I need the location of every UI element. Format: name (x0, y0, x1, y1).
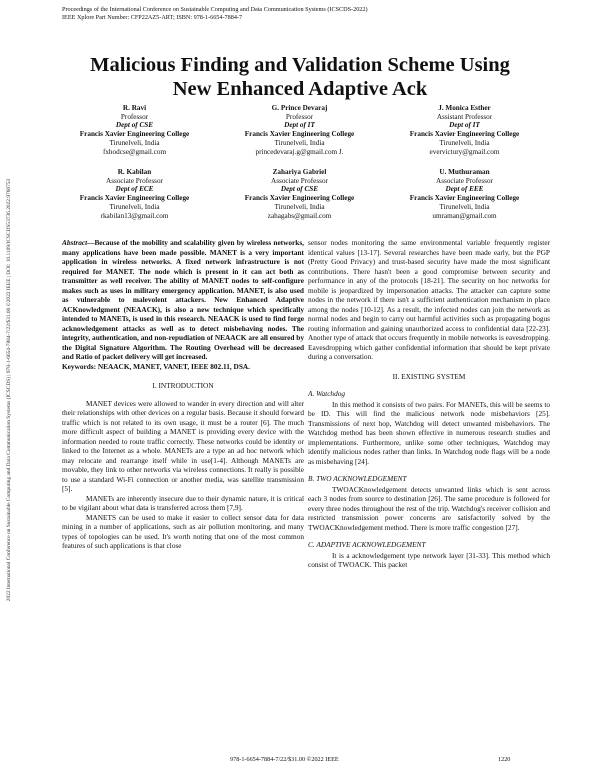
author-email: fxhodcse@gmail.com (102, 147, 167, 156)
author-block (372, 168, 557, 220)
intro-paragraph-3: MANETS can be used to make it easier to collect sensor data for data mining in a number of applications, such as air pollution monitoring, and many types of topologies can be used. It's worth noting that one of the most common features of such applications is that close (62, 512, 304, 550)
author-role: Assistant Professor (436, 112, 493, 121)
paper-title (40, 54, 560, 101)
proceedings-line-1: Proceedings of the International Conference on Sustainable Computing and Data Communication Systems (ICSCDS-2022) (62, 6, 368, 13)
abstract-label: Abstract (62, 238, 88, 247)
author-name: J. Monica Esther (438, 104, 491, 112)
author-block (42, 168, 227, 220)
author-city: Tirunelveli, India (439, 202, 490, 211)
author-city: Tirunelveli, India (109, 138, 160, 147)
author-role: Associate Professor (106, 176, 163, 185)
proceedings-header (62, 6, 368, 21)
author-city: Tirunelveli, India (109, 202, 160, 211)
subsection-heading-twoack: B. TWO ACKNOWLEDGEMENT (308, 474, 407, 483)
author-college: Francis Xavier Engineering College (244, 194, 355, 203)
author-email: umraman@gmail.com (432, 211, 497, 220)
title-line-2: New Enhanced Adaptive Ack (172, 77, 428, 100)
author-dept: Dept of ECE (115, 185, 154, 194)
author-role: Associate Professor (271, 176, 328, 185)
author-email: evervictury@gmail.com (429, 147, 500, 156)
author-email: princedevaraj.g@gmail.com J. (255, 147, 344, 156)
watchdog-paragraph: In this method it consists of two pairs. For MANETs, this will be seems to be ID. This will find the malicious network node misbehaviors [25]. Transmissions of next hop, Watchdog will detect unwanted misbehaviors. The Watchdog method has been shown effective in numerous research studies and implementations. Furthermore, unlike some other techniques, Watchdog may identify malicious nodes rather than links. In Watchdog node flags will be a node as misbehaving [24]. (308, 399, 550, 466)
abstract-text: —Because of the mobility and scalability given by wireless networks, many applications have been made possible. MANET is a very important application in wireless networks. A fixed network infrastructure is not required for MANET. The node which is present in it can act both as transmitter as well receiver. The ability of MANET nodes to self-configure makes such as uses in military emergency application. MANET, is also used as vulnerable to malevolent attackers. New Enhanced Adaptive ACKnowledgment (NEAACK), is also a new technique which specifically intended to MANETs, is used in this research. NEAACK is used to find forge acknowledgement attacks as well as to detect misbehaving nodes. The integrity, authentication, and non-repudiation of NEAACK are all ensured by the Digital Signature Algorithm. The Routing Overhead will be decreased and Ratio of packet delivery will get increased. (62, 238, 304, 361)
intro-paragraph-2: MANETs are inherently insecure due to their dynamic nature, it is critical to be vigilant about what data is transferred across them [7,9]. (62, 493, 304, 512)
author-city: Tirunelveli, India (274, 202, 325, 211)
doi-sidebar (4, 105, 14, 675)
author-name: G. Prince Devaraj (271, 104, 328, 112)
author-block (372, 104, 557, 156)
abstract (62, 238, 304, 362)
author-name: R. Ravi (122, 104, 147, 112)
doi-sidebar-text: 2022 International Conference on Sustainable Computing and Data Communication Systems (ICSCDS) | 978-1-6654-7884-7/22/$31.00 ©2022 IEEE | DOI: 10.1109/ICSCDS53736.2022.9760753 (6, 178, 12, 602)
section-heading-introduction: I. INTRODUCTION (152, 381, 214, 390)
author-city: Tirunelveli, India (439, 138, 490, 147)
col2-paragraph-1: sensor nodes monitoring the same environmental variable frequently register identical values [13-17]. Several researches have been made early, but the PGP (Pretty Good Privacy) and trust-based security have made the most significant contributions. There hasn't been a good compromise between security and performance in any of the protocols [18-21]. The security on hoc networks for mobile is jeopardized by impersonation attacks. The attacker can capture some nodes in the network if there isn't a sufficient authentication mechanism in place among the nodes [10-12]. As a result, the infected nodes can join the network as normal nodes and begin to carry out harmful activities such as propagating bogus routing information and gaining unauthorized access to confidential data [22-23]. Another type of attack that occurs frequently in mobile networks is eavesdropping. Eavesdropping which gather confidential information that should be kept private during a conversation. (308, 238, 550, 361)
subsection-heading-aack: C. ADAPTIVE ACKNOWLEDGEMENT (308, 540, 426, 549)
page-number: 1220 (498, 756, 511, 763)
author-city: Tirunelveli, India (274, 138, 325, 147)
left-column (62, 238, 304, 551)
author-role: Associate Professor (436, 176, 493, 185)
author-block (207, 104, 392, 156)
aack-paragraph: It is a acknowledgement type network layer [31-33]. This method which consist of TWOACK. This packet (308, 550, 550, 569)
author-email: rkabilan13@gmail.com (100, 211, 169, 220)
proceedings-line-2: IEEE Xplore Part Number: CFP22AZ5-ART; ISBN: 978-1-6654-7884-7 (62, 13, 243, 21)
author-block (42, 104, 227, 156)
author-email: zahagabs@gmail.com (267, 211, 332, 220)
author-name: R. Kabilan (117, 168, 152, 176)
author-college: Francis Xavier Engineering College (409, 130, 520, 139)
author-college: Francis Xavier Engineering College (79, 194, 190, 203)
author-college: Francis Xavier Engineering College (409, 194, 520, 203)
author-role: Professor (285, 112, 314, 121)
author-dept: Dept of IT (284, 121, 315, 130)
author-dept: Dept of IT (449, 121, 480, 130)
author-name: Zahariya Gabriel (272, 168, 327, 176)
section-heading-existing-system: II. EXISTING SYSTEM (392, 371, 466, 381)
author-dept: Dept of CSE (280, 185, 319, 194)
intro-paragraph-1: MANET devices were allowed to wander in every direction and will alter their relationships with other devices on a regular basis. Because it should forward traffic which is not related to its own usage, it must be a router [6]. The much more difficult aspect of building a MANET is providing every device with the information needed to route traffic correctly. These networks could be identity or linked to the Internet as a whole. MANETs are a type an ad hoc network which may relocate and rearrange itself while in use[1-4]. Although MANETs are movable, they link to other networks via wireless connections. It really is possible to use a standard Wi-Fi connection or another media, was satellite transmission [5]. (62, 398, 304, 493)
footer-isbn: 978-1-6654-7884-7/22/$31.00 ©2022 IEEE (230, 756, 339, 763)
author-dept: Dept of EEE (445, 185, 484, 194)
twoack-paragraph: TWOACKnowledgement detects unwanted links which is sent across each 3 nodes from source to destination [26]. The same procedure is followed for every three nodes throughout the rest of the trip. Watchdog's receiver collision and restricted transmission power concerns are satisfactorily solved by the TWOACKnowledgement method. There is more traffic congestion [27]. (308, 484, 550, 532)
author-dept: Dept of CSE (115, 121, 154, 130)
right-column (308, 238, 550, 570)
author-college: Francis Xavier Engineering College (244, 130, 355, 139)
author-college: Francis Xavier Engineering College (79, 130, 190, 139)
subsection-heading-watchdog: A. Watchdog (308, 389, 346, 398)
title-line-1: Malicious Finding and Validation Scheme Using (90, 54, 510, 76)
author-role: Professor (120, 112, 149, 121)
author-name: U. Muthuraman (439, 168, 490, 176)
author-block (207, 168, 392, 220)
keywords: Keywords: NEAACK, MANET, VANET, IEEE 802.11, DSA. (62, 361, 250, 371)
